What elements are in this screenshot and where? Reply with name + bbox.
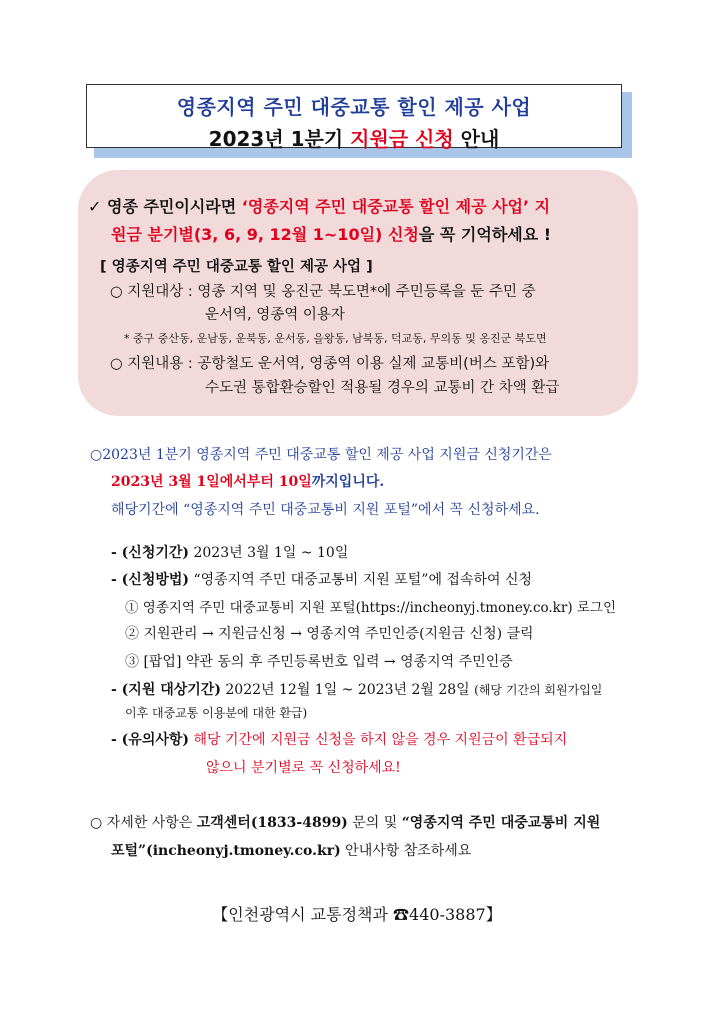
target-period-label: - (지원 대상기간) bbox=[111, 682, 221, 698]
contact-prefix: ○ 자세한 사항은 bbox=[90, 815, 197, 831]
period-suffix: 까지입니다. bbox=[311, 474, 385, 490]
title-line-2 bbox=[87, 123, 621, 152]
target-period-value: 2022년 12월 1일 ~ 2023년 2월 28일 bbox=[220, 682, 475, 698]
title-banner bbox=[86, 84, 624, 150]
notice-line2-red: 원금 분기별(3, 6, 9, 12월 1~10일) 신청 bbox=[111, 225, 419, 244]
detail-method bbox=[111, 569, 532, 589]
caution-label: - (유의사항) bbox=[111, 732, 190, 748]
detail-period bbox=[111, 542, 348, 562]
title-suffix: 안내 bbox=[453, 127, 500, 151]
target-period-note-2: 이후 대중교통 이용분에 대한 환급) bbox=[125, 706, 308, 720]
contact-portal-url: 포털”(incheonyj.tmoney.co.kr) bbox=[111, 843, 341, 859]
detail-period-label: - (신청기간) bbox=[111, 545, 190, 561]
check-icon: ✓ bbox=[88, 197, 102, 216]
method-step-3: ③ [팝업] 약관 동의 후 주민등록번호 입력 → 영종지역 주민인증 bbox=[125, 654, 513, 670]
method-step-2: ② 지원관리 → 지원금신청 → 영종지역 주민인증(지원금 신청) 클릭 bbox=[125, 626, 534, 642]
title-prefix: 2023년 1분기 bbox=[208, 127, 351, 151]
target-period-note: (해당 기간의 회원가입일 bbox=[474, 683, 603, 697]
content-cont: 수도권 통합환승할인 적용될 경우의 교통비 간 차액 환급 bbox=[205, 380, 560, 396]
contact-suffix: 안내사항 참조하세요 bbox=[340, 843, 472, 859]
notice-lead bbox=[88, 194, 550, 217]
footer-department: 【인천광역시 교통정책과 ☎440-3887】 bbox=[212, 905, 502, 924]
target-note: * 중구 중산동, 운남동, 운북동, 운서동, 을왕동, 남북동, 덕교동, 무의동 및 옹진군 북도면 bbox=[124, 332, 547, 345]
notice-lead-red: ‘영종지역 주민 대중교통 할인 제공 사업’ 지 bbox=[241, 197, 551, 216]
contact-portal: “영종지역 주민 대중교통비 지원 bbox=[401, 815, 601, 831]
section-title: [ 영종지역 주민 대중교통 할인 제공 사업 ] bbox=[100, 259, 373, 275]
detail-target-period bbox=[111, 679, 602, 699]
target-cont: 운서역, 영종역 이용자 bbox=[205, 307, 345, 323]
title-line-1: 영종지역 주민 대중교통 할인 제공 사업 bbox=[176, 95, 532, 119]
contact-line-1 bbox=[90, 812, 600, 832]
title-highlight: 지원금 신청 bbox=[350, 127, 454, 151]
detail-caution bbox=[111, 729, 567, 749]
notice-line2-black: 을 꼭 기억하세요 ! bbox=[418, 225, 552, 244]
contact-phone: 고객센터(1833-4899) bbox=[196, 815, 348, 831]
period-line-1: ○2023년 1분기 영종지역 주민 대중교통 할인 제공 사업 지원금 신청기간은 bbox=[90, 447, 552, 463]
caution-value-2: 않으니 분기별로 꼭 신청하세요! bbox=[206, 760, 401, 776]
content-label: ○ 지원내용 : 공항철도 운서역, 영종역 이용 실제 교통비(버스 포함)와 bbox=[110, 356, 550, 372]
method-step-1: ① 영종지역 주민 대중교통비 지원 포털(https://incheonyj.tmoney.co.kr) 로그인 bbox=[125, 600, 617, 616]
notice-lead-text: 영종 주민이시라면 bbox=[106, 197, 242, 216]
detail-method-label: - (신청방법) bbox=[111, 572, 190, 588]
contact-mid: 문의 및 bbox=[347, 815, 402, 831]
notice-line-2 bbox=[111, 222, 551, 245]
detail-period-value: 2023년 3월 1일 ~ 10일 bbox=[189, 545, 349, 561]
target-label: ○ 지원대상 : 영종 지역 및 옹진군 북도면*에 주민등록을 둔 주민 중 bbox=[110, 284, 536, 300]
period-line-2 bbox=[111, 471, 384, 491]
detail-method-value: “영종지역 주민 대중교통비 지원 포털”에 접속하여 신청 bbox=[189, 572, 533, 588]
caution-value: 해당 기간에 지원금 신청을 하지 않을 경우 지원금이 환급되지 bbox=[189, 732, 568, 748]
period-line-3: 해당기간에 “영종지역 주민 대중교통비 지원 포털”에서 꼭 신청하세요. bbox=[111, 502, 540, 518]
contact-line-2 bbox=[111, 840, 471, 860]
title-box bbox=[86, 84, 622, 151]
period-dates: 2023년 3월 1일에서부터 10일 bbox=[111, 474, 312, 490]
